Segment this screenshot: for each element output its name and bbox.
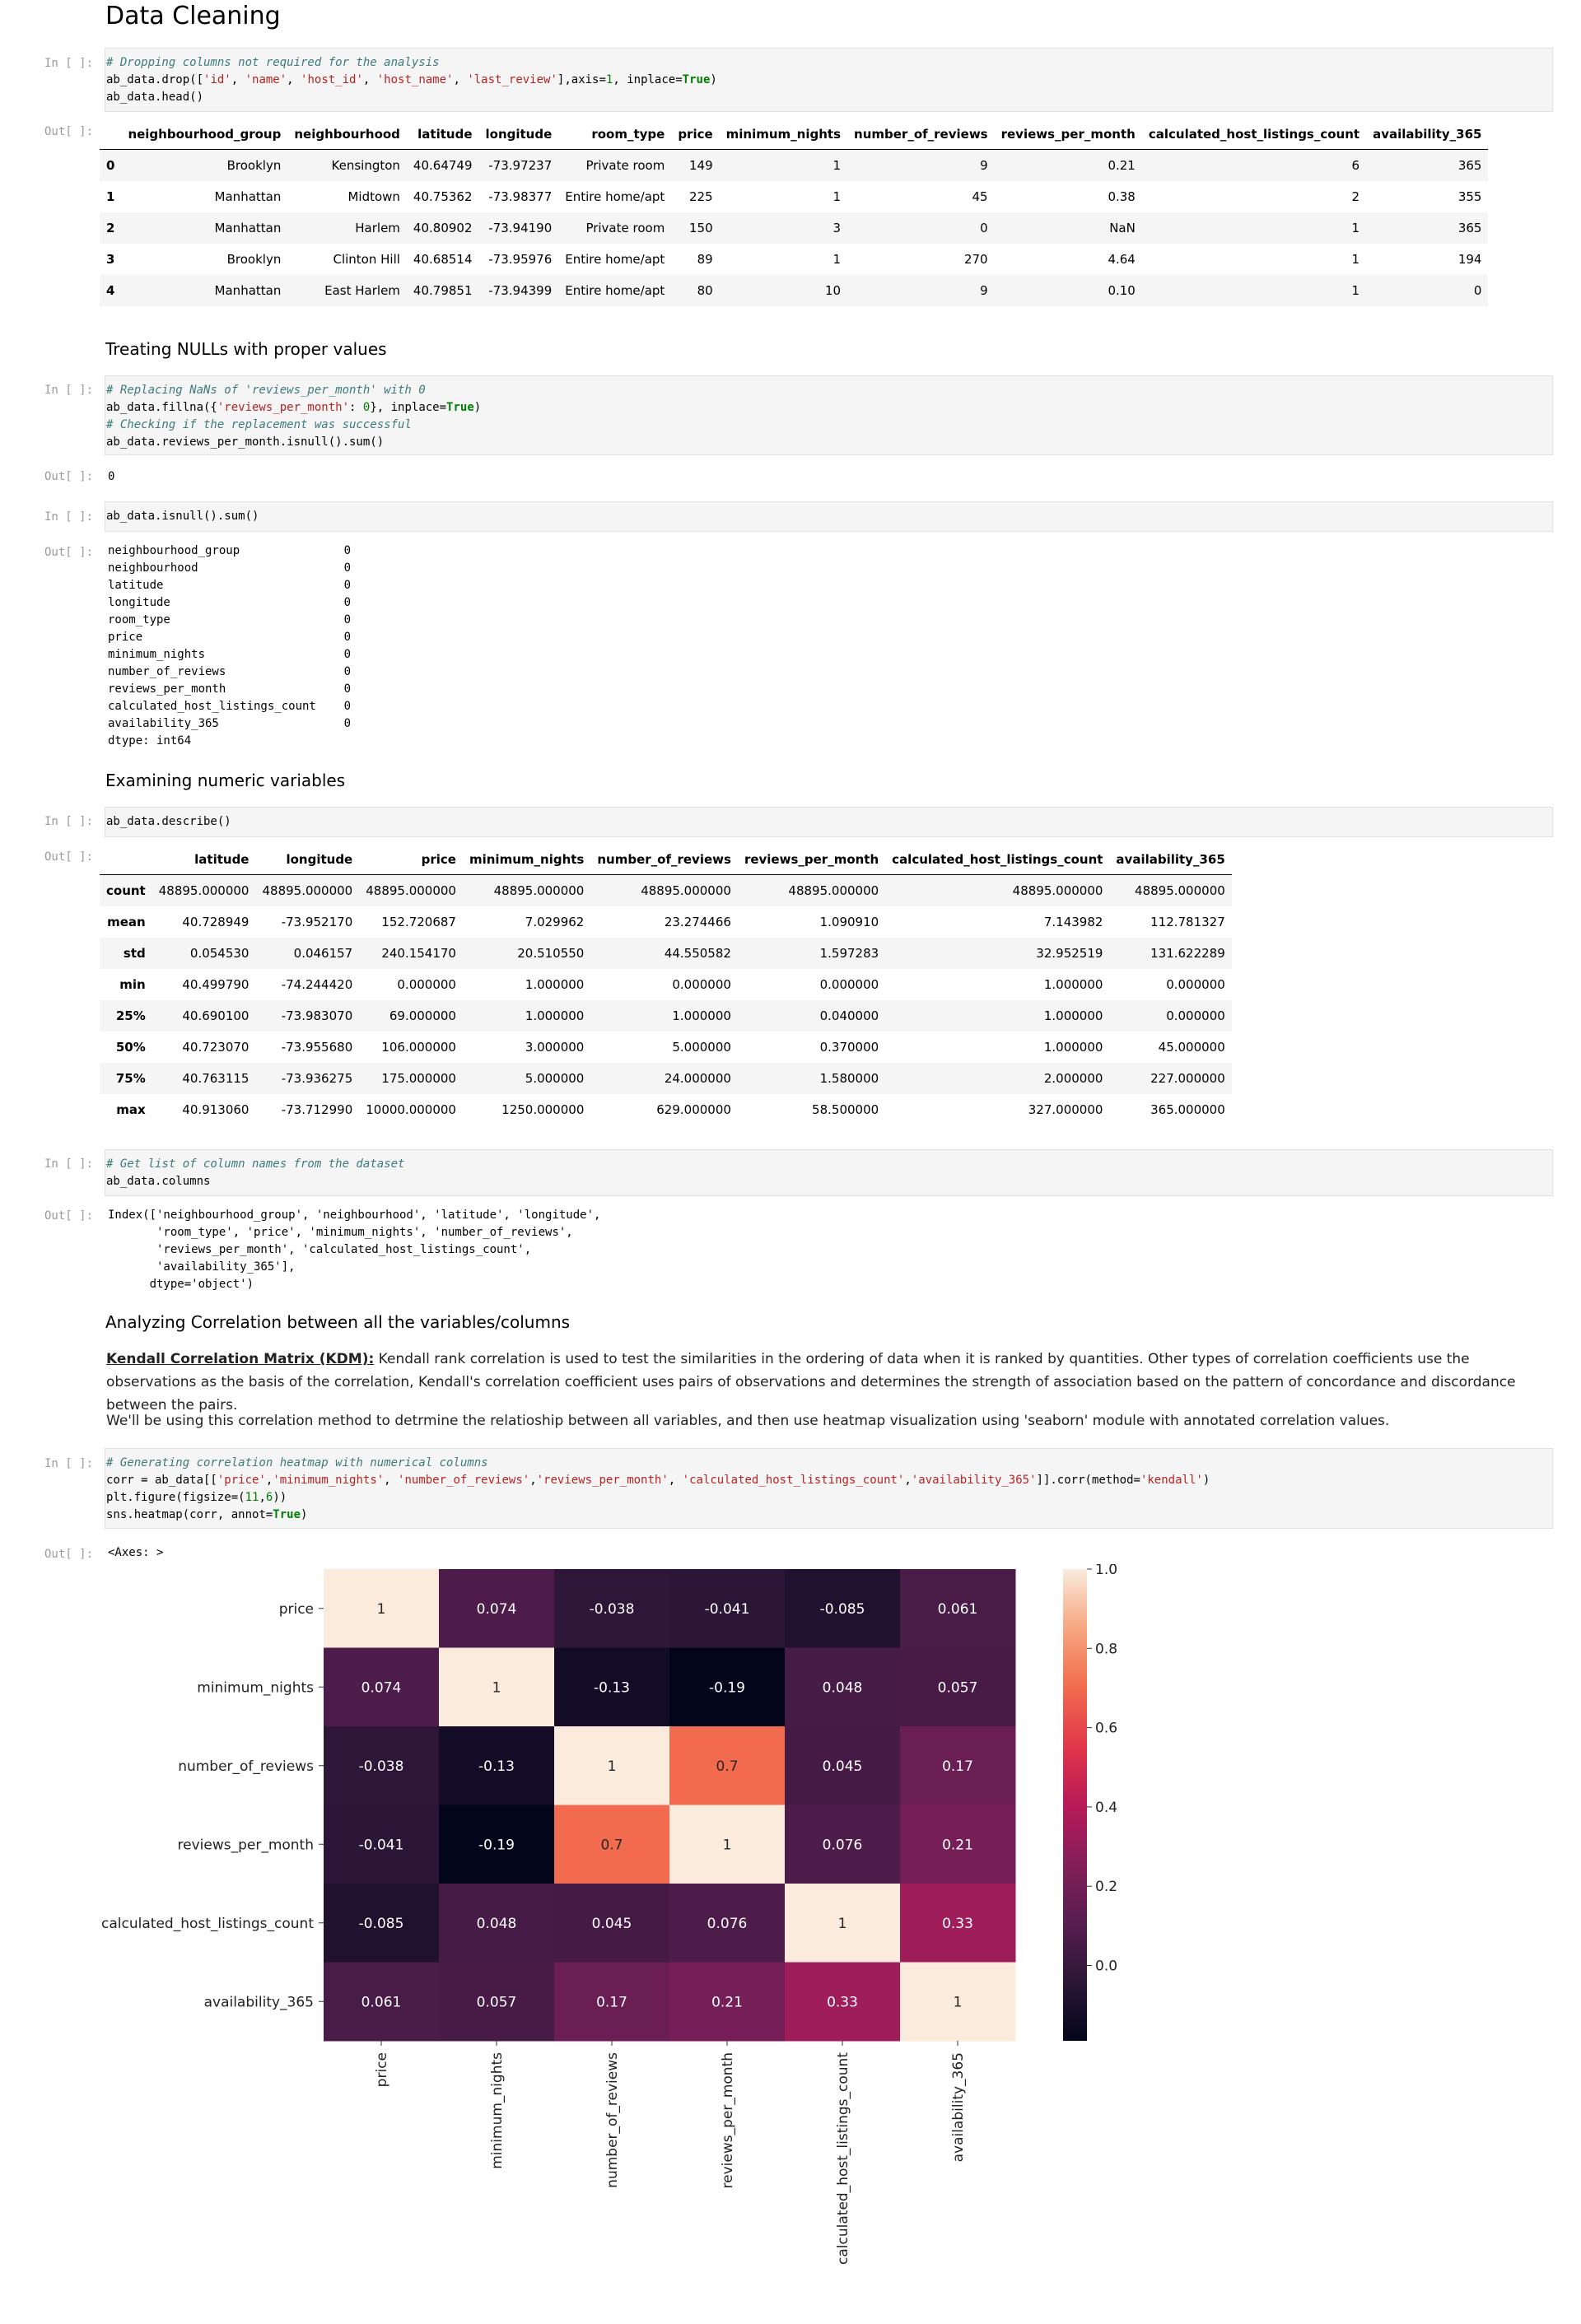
- table-cell: 1: [832, 189, 842, 204]
- table-cell: 175.000000: [381, 1071, 456, 1086]
- y-tick-label: minimum_nights: [197, 1679, 314, 1697]
- table-cell: Entire home/apt: [565, 189, 665, 204]
- isnull-line: minimum_nights 0: [108, 648, 352, 661]
- table-cell: Harlem: [355, 221, 400, 235]
- heatmap-annotation: -0.038: [589, 1600, 635, 1618]
- heatmap-annotation: -0.041: [704, 1600, 750, 1618]
- code-cell-isnull[interactable]: ab_data.isnull().sum(): [105, 501, 1553, 532]
- table-cell: 131.622289: [1150, 946, 1225, 961]
- method-description: We'll be using this correlation method to detrmine the relatioship between all variables, and then use heatmap visualization using 'seaborn' module with annotated correlation values.: [106, 1413, 1390, 1429]
- table-cell: 0.054530: [189, 946, 250, 961]
- colorbar-tick-label: 1.0: [1095, 1564, 1118, 1578]
- table-cell: 355: [1457, 189, 1482, 204]
- table-cell: 0.38: [1108, 189, 1136, 204]
- describe-col-header: number_of_reviews: [590, 845, 738, 875]
- heatmap-annotation: 0.045: [822, 1758, 863, 1775]
- isnull-line: longitude 0: [108, 596, 352, 609]
- table-cell: 32.952519: [1036, 946, 1103, 961]
- row-index: 75%: [115, 1071, 146, 1086]
- heatmap-annotation: -0.085: [819, 1600, 865, 1618]
- table-cell: 9: [980, 158, 988, 173]
- isnull-line: number_of_reviews 0: [108, 665, 352, 678]
- table-cell: 1.000000: [1043, 1040, 1103, 1055]
- table-cell: 1: [1351, 283, 1360, 298]
- heatmap-annotation: 0.21: [711, 1994, 743, 2011]
- table-cell: 48895.000000: [641, 883, 731, 898]
- table-cell: 40.80902: [413, 221, 473, 235]
- input-prompt: In [ ]:: [44, 815, 94, 828]
- table-cell: 48895.000000: [788, 883, 879, 898]
- describe-col-header: availability_365: [1109, 845, 1231, 875]
- table-cell: 45.000000: [1158, 1040, 1225, 1055]
- heatmap-annotation: 1: [492, 1679, 501, 1697]
- table-cell: 10000.000000: [366, 1102, 456, 1117]
- table-cell: -73.983070: [281, 1008, 353, 1023]
- heatmap-annotation: 0.048: [822, 1679, 863, 1697]
- table-cell: 194: [1457, 252, 1482, 267]
- table-cell: 1.000000: [525, 977, 585, 992]
- table-cell: 44.550582: [664, 946, 731, 961]
- table-cell: 48895.000000: [366, 883, 456, 898]
- table-cell: 7.029962: [525, 915, 585, 929]
- input-prompt: In [ ]:: [44, 1157, 94, 1171]
- table-cell: Manhattan: [214, 189, 282, 204]
- table-cell: 0.000000: [397, 977, 456, 992]
- describe-col-header: reviews_per_month: [738, 845, 885, 875]
- x-tick-label: reviews_per_month: [720, 2052, 736, 2189]
- fillna-output: 0: [108, 470, 115, 483]
- heatmap-annotation: 0.045: [591, 1915, 632, 1932]
- table-cell: 7.143982: [1043, 915, 1103, 929]
- table-cell: 40.763115: [182, 1071, 250, 1086]
- row-index: 3: [106, 252, 115, 267]
- heatmap-annotation: 0.076: [822, 1837, 863, 1854]
- table-cell: 48895.000000: [493, 883, 585, 898]
- table-cell: 1.000000: [1043, 977, 1103, 992]
- output-prompt: Out[ ]:: [44, 1209, 94, 1223]
- table-cell: 1.597283: [819, 946, 879, 961]
- head-col-header: [100, 119, 121, 150]
- table-cell: 629.000000: [656, 1102, 731, 1117]
- input-prompt: In [ ]:: [44, 1457, 94, 1470]
- heatmap-annotation: 0.7: [716, 1758, 739, 1775]
- table-cell: 1: [832, 252, 842, 267]
- kendall-term: Kendall Correlation Matrix (KDM):: [106, 1351, 375, 1367]
- table-row: [100, 275, 1488, 306]
- input-prompt: In [ ]:: [44, 510, 94, 524]
- table-cell: 5.000000: [672, 1040, 731, 1055]
- x-tick-label: calculated_host_listings_count: [835, 2052, 851, 2265]
- heatmap-annotation: 0.074: [476, 1600, 517, 1618]
- table-cell: 40.75362: [413, 189, 473, 204]
- heatmap-annotation: 0.7: [600, 1837, 623, 1854]
- table-cell: -73.98377: [488, 189, 553, 204]
- head-col-header: availability_365: [1366, 119, 1488, 150]
- y-tick-label: price: [278, 1600, 314, 1618]
- isnull-line: availability_365 0: [108, 717, 352, 730]
- heatmap-annotation: 0.048: [476, 1915, 517, 1932]
- table-header-row: [100, 845, 1232, 875]
- table-cell: 0.000000: [1166, 1008, 1225, 1023]
- table-cell: 240.154170: [381, 946, 456, 961]
- colorbar-tick-label: 0.6: [1095, 1720, 1118, 1737]
- table-cell: 40.690100: [182, 1008, 250, 1023]
- table-row: [100, 244, 1488, 275]
- table-row: [100, 938, 1232, 969]
- table-cell: 1.000000: [525, 1008, 585, 1023]
- correlation-heatmap: [0, 1564, 1581, 2324]
- code-cell-describe[interactable]: ab_data.describe(): [105, 807, 1553, 837]
- code-cell-columns[interactable]: # Get list of column names from the dataset ab_data.columns: [105, 1149, 1553, 1196]
- table-cell: 2: [1351, 189, 1360, 204]
- row-index: 25%: [115, 1008, 146, 1023]
- table-cell: 0: [1473, 283, 1482, 298]
- row-index: std: [123, 946, 146, 961]
- table-cell: 40.723070: [182, 1040, 250, 1055]
- table-row: [100, 181, 1488, 212]
- table-cell: 40.913060: [182, 1102, 250, 1117]
- table-cell: -73.712990: [281, 1102, 353, 1117]
- heatmap-annotation: 0.061: [937, 1600, 978, 1618]
- table-cell: Entire home/apt: [565, 252, 665, 267]
- table-cell: -73.955680: [281, 1040, 353, 1055]
- heatmap-annotation: -0.041: [358, 1837, 404, 1854]
- table-cell: 2.000000: [1043, 1071, 1103, 1086]
- row-index: 2: [106, 221, 115, 235]
- table-cell: -73.94190: [488, 221, 553, 235]
- input-prompt: In [ ]:: [44, 384, 94, 397]
- heatmap-annotation: -0.13: [478, 1758, 515, 1775]
- isnull-line: latitude 0: [108, 579, 352, 592]
- heatmap-annotation: 0.076: [707, 1915, 748, 1932]
- table-cell: 0.21: [1108, 158, 1136, 173]
- code-cell-drop[interactable]: # Dropping columns not required for the analysis ab_data.drop(['id', 'name', 'host_id', 'host_name', 'last_review'],axis=1, inplace=True) ab_data.head(): [105, 48, 1553, 112]
- table-cell: 40.64749: [413, 158, 473, 173]
- heatmap-annotation: 1: [837, 1915, 847, 1932]
- table-cell: Kensington: [331, 158, 400, 173]
- table-cell: 0.370000: [819, 1040, 879, 1055]
- table-cell: 225: [689, 189, 713, 204]
- head-col-header: latitude: [407, 119, 479, 150]
- y-tick-label: availability_365: [203, 1994, 314, 2011]
- head-col-header: room_type: [558, 119, 671, 150]
- x-tick-label: number_of_reviews: [604, 2052, 621, 2188]
- colorbar-tick-label: 0.0: [1095, 1958, 1118, 1975]
- table-cell: Manhattan: [214, 283, 282, 298]
- isnull-output: neighbourhood_group 0 neighbourhood 0 latitude 0 longitude 0 room_type 0 price 0 minimum_nights 0 number_of_reviews 0 reviews_per_month 0 calculated_host_listings_count 0 availability_365 0 dtype: int64: [108, 544, 352, 747]
- table-cell: 270: [963, 252, 988, 267]
- heading-analyzing-correlation: Analyzing Correlation between all the variables/columns: [105, 1312, 571, 1332]
- head-col-header: minimum_nights: [720, 119, 847, 150]
- isnull-line: reviews_per_month 0: [108, 682, 352, 696]
- table-cell: -73.94399: [488, 283, 553, 298]
- y-tick-label: number_of_reviews: [178, 1758, 314, 1775]
- heatmap-annotation: -0.085: [358, 1915, 404, 1932]
- table-cell: -73.952170: [281, 915, 353, 929]
- table-cell: 48895.000000: [158, 883, 250, 898]
- head-col-header: longitude: [479, 119, 559, 150]
- table-cell: 0.000000: [1166, 977, 1225, 992]
- table-row: [100, 875, 1232, 907]
- table-cell: 48895.000000: [262, 883, 353, 898]
- table-cell: 0: [980, 221, 988, 235]
- input-prompt: In [ ]:: [44, 57, 94, 70]
- table-cell: 5.000000: [525, 1071, 585, 1086]
- table-cell: -73.936275: [281, 1071, 353, 1086]
- table-cell: 45: [972, 189, 988, 204]
- colorbar-tick-label: 0.8: [1095, 1641, 1118, 1658]
- table-cell: 48895.000000: [1135, 883, 1225, 898]
- table-row: [100, 1094, 1232, 1125]
- row-index: 50%: [115, 1040, 146, 1055]
- output-prompt: Out[ ]:: [44, 546, 94, 559]
- isnull-line: neighbourhood 0: [108, 561, 352, 575]
- table-cell: -74.244420: [281, 977, 353, 992]
- table-cell: 227.000000: [1150, 1071, 1225, 1086]
- columns-output: Index(['neighbourhood_group', 'neighbourhood', 'latitude', 'longitude', 'room_type', 'price', 'minimum_nights', 'number_of_reviews', 'reviews_per_month', 'calculated_host_listings_count', 'availability_365'], dtype='object'): [108, 1209, 601, 1291]
- head-col-header: neighbourhood_group: [121, 119, 287, 150]
- table-cell: 0.040000: [819, 1008, 879, 1023]
- heading-examining-numeric: Examining numeric variables: [105, 771, 346, 790]
- describe-col-header: minimum_nights: [463, 845, 590, 875]
- describe-dataframe: [100, 845, 1232, 1125]
- heatmap-annotation: 0.057: [937, 1679, 978, 1697]
- heatmap-annotation: -0.038: [358, 1758, 404, 1775]
- describe-col-header: longitude: [255, 845, 359, 875]
- table-cell: Private room: [585, 158, 665, 173]
- table-row: [100, 212, 1488, 244]
- x-tick-label: availability_365: [950, 2052, 967, 2163]
- heatmap-annotation: -0.13: [594, 1679, 630, 1697]
- output-prompt: Out[ ]:: [44, 1548, 94, 1561]
- table-row: [100, 1032, 1232, 1063]
- table-cell: 1.000000: [1043, 1008, 1103, 1023]
- describe-col-header: price: [359, 845, 463, 875]
- table-cell: 365.000000: [1150, 1102, 1225, 1117]
- table-cell: 40.499790: [182, 977, 250, 992]
- colorbar-tick-label: 0.4: [1095, 1799, 1118, 1816]
- heatmap-annotation: 1: [376, 1600, 386, 1618]
- heatmap-annotation: 0.17: [596, 1994, 627, 2011]
- table-cell: 6: [1351, 158, 1360, 173]
- code-cell-fillna[interactable]: # Replacing NaNs of 'reviews_per_month' with 0 ab_data.fillna({'reviews_per_month': 0}, inplace=True) # Checking if the replacement was successful ab_data.reviews_per_month.isnull().sum(): [105, 375, 1553, 455]
- table-cell: 149: [689, 158, 713, 173]
- row-index: 1: [106, 189, 115, 204]
- table-cell: 69.000000: [389, 1008, 456, 1023]
- table-cell: 23.274466: [664, 915, 731, 929]
- table-cell: 150: [689, 221, 713, 235]
- x-tick-label: minimum_nights: [489, 2052, 506, 2169]
- table-cell: 365: [1457, 221, 1482, 235]
- head-col-header: neighbourhood: [287, 119, 407, 150]
- table-row: [100, 969, 1232, 1000]
- table-row: [100, 1063, 1232, 1094]
- table-cell: 0.046157: [293, 946, 353, 961]
- table-cell: 40.68514: [413, 252, 473, 267]
- table-cell: 1: [1351, 252, 1360, 267]
- table-cell: 1.000000: [672, 1008, 731, 1023]
- colorbar: [1063, 1569, 1087, 2041]
- table-cell: 1: [1351, 221, 1360, 235]
- table-header-row: [100, 119, 1488, 150]
- heatmap-annotation: 0.33: [942, 1915, 973, 1932]
- heatmap-annotation: 1: [607, 1758, 617, 1775]
- table-row: [100, 906, 1232, 938]
- isnull-line: calculated_host_listings_count 0: [108, 700, 352, 713]
- row-index: 0: [106, 158, 115, 173]
- table-cell: 9: [980, 283, 988, 298]
- row-index: 4: [106, 283, 115, 298]
- table-cell: -73.95976: [488, 252, 553, 267]
- table-cell: Private room: [585, 221, 665, 235]
- heatmap-annotation: -0.19: [478, 1837, 515, 1854]
- table-cell: 58.500000: [812, 1102, 879, 1117]
- table-cell: 1.090910: [819, 915, 879, 929]
- table-cell: Brooklyn: [226, 158, 282, 173]
- table-cell: 3: [832, 221, 842, 235]
- heatmap-annotation: 0.33: [827, 1994, 858, 2011]
- describe-col-header: [100, 845, 152, 875]
- code-comment: # Dropping columns not required for the analysis: [106, 56, 440, 69]
- output-prompt: Out[ ]:: [44, 850, 94, 864]
- axes-output: <Axes: >: [108, 1546, 164, 1559]
- table-cell: 0.000000: [819, 977, 879, 992]
- table-cell: East Harlem: [324, 283, 400, 298]
- table-cell: 327.000000: [1028, 1102, 1103, 1117]
- head-col-header: number_of_reviews: [847, 119, 995, 150]
- table-cell: 106.000000: [381, 1040, 456, 1055]
- table-cell: 48895.000000: [1012, 883, 1103, 898]
- table-cell: 365: [1457, 158, 1482, 173]
- colorbar-tick-label: 0.2: [1095, 1879, 1118, 1896]
- heatmap-annotation: 1: [953, 1994, 963, 2011]
- table-cell: 1.580000: [819, 1071, 879, 1086]
- output-prompt: Out[ ]:: [44, 470, 94, 483]
- table-cell: 1: [832, 158, 842, 173]
- table-cell: 3.000000: [525, 1040, 585, 1055]
- kendall-description: Kendall Correlation Matrix (KDM): Kendall rank correlation is used to test the similarities in the ordering of data when it is ranked by quantities. Other types of correlation coefficients use the observations as the basis of the correlation, Kendall's correlation coefficient uses pairs of observations and determines the strength of association based on the pattern of concordance and discordance between the pairs.: [106, 1351, 1516, 1413]
- head-dataframe: [100, 119, 1488, 306]
- table-cell: 1250.000000: [501, 1102, 585, 1117]
- table-cell: 4.64: [1108, 252, 1136, 267]
- output-prompt: Out[ ]:: [44, 125, 94, 138]
- heading-data-cleaning: Data Cleaning: [105, 2, 281, 30]
- describe-col-header: latitude: [152, 845, 256, 875]
- table-cell: 24.000000: [664, 1071, 731, 1086]
- y-tick-label: calculated_host_listings_count: [101, 1915, 314, 1932]
- y-tick-label: reviews_per_month: [177, 1837, 314, 1854]
- heatmap-annotation: -0.19: [709, 1679, 745, 1697]
- table-cell: Manhattan: [214, 221, 282, 235]
- table-cell: 89: [697, 252, 713, 267]
- heatmap-annotation: 1: [722, 1837, 732, 1854]
- heatmap-annotation: 0.074: [361, 1679, 402, 1697]
- row-index: min: [119, 977, 146, 992]
- table-cell: NaN: [1109, 221, 1136, 235]
- table-cell: 20.510550: [517, 946, 585, 961]
- table-row: [100, 1000, 1232, 1032]
- table-cell: 10: [824, 283, 842, 298]
- isnull-line: room_type 0: [108, 613, 352, 626]
- heading-treating-nulls: Treating NULLs with proper values: [105, 339, 387, 359]
- table-cell: 80: [697, 283, 713, 298]
- code-cell-heatmap[interactable]: # Generating correlation heatmap with numerical columns corr = ab_data[['price','minimum_nights', 'number_of_reviews','reviews_per_month', 'calculated_host_listings_count','availability_365']].corr(method='kendall') plt.figure(figsize=(11,6)) sns.heatmap(corr, annot=True): [105, 1448, 1553, 1529]
- table-cell: -73.97237: [488, 158, 553, 173]
- describe-col-header: calculated_host_listings_count: [885, 845, 1109, 875]
- table-row: [100, 150, 1488, 182]
- head-col-header: reviews_per_month: [995, 119, 1142, 150]
- table-cell: Clinton Hill: [333, 252, 400, 267]
- heatmap-annotation: 0.061: [361, 1994, 402, 2011]
- table-cell: 40.79851: [413, 283, 473, 298]
- heatmap-annotation: 0.17: [942, 1758, 973, 1775]
- table-cell: 0.10: [1108, 283, 1136, 298]
- table-cell: 112.781327: [1150, 915, 1225, 929]
- head-col-header: calculated_host_listings_count: [1142, 119, 1366, 150]
- heatmap-annotation: 0.21: [942, 1837, 973, 1854]
- table-cell: Brooklyn: [226, 252, 282, 267]
- isnull-line: price 0: [108, 631, 352, 644]
- isnull-line: neighbourhood_group 0: [108, 544, 352, 557]
- table-cell: 0.000000: [672, 977, 731, 992]
- heatmap-annotation: 0.057: [476, 1994, 517, 2011]
- row-index: count: [106, 883, 146, 898]
- row-index: max: [116, 1102, 146, 1117]
- x-tick-label: price: [374, 2052, 390, 2088]
- table-cell: 152.720687: [381, 915, 456, 929]
- head-col-header: price: [671, 119, 719, 150]
- table-cell: Entire home/apt: [565, 283, 665, 298]
- row-index: mean: [107, 915, 146, 929]
- table-cell: Midtown: [347, 189, 400, 204]
- table-cell: 40.728949: [182, 915, 250, 929]
